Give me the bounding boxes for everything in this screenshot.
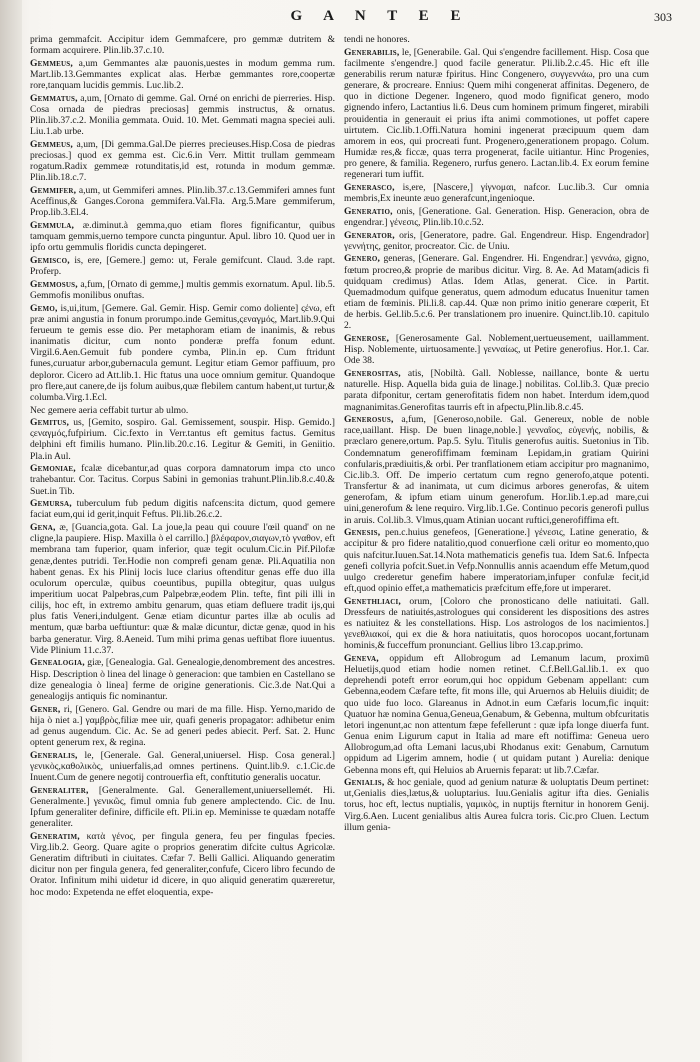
entry-headword: Gemisco, bbox=[30, 254, 70, 266]
entry-text: le, [Generale. Gal. General,uniuersel. Hisp. Cosa general.] γενικὸς,καθολικὸς, uniuerfalis,ad omnes pertinens. Quint.lib.9. c.1.Cic.de Inuent.Cum de genere negotij controuerfia eft, conftitutio generalis uocatur. bbox=[30, 749, 335, 783]
entry-text: is,ere, [Nascere,] γίγνομαι, nafcor. Luc.lib.3. Cur omnia membris,Ex ineunte æuo generafcunt,ingenioque. bbox=[344, 182, 649, 205]
entry-text: oris, [Generatore, padre. Gal. Engendreur. Hisp. Engendrador] γεννήτης, genitor, procreator. Cic. de Uniu. bbox=[344, 229, 649, 252]
dictionary-entry bbox=[30, 498, 335, 520]
dictionary-entry bbox=[344, 596, 649, 652]
left-column bbox=[30, 34, 335, 1056]
entry-text: is,ui,itum, [Gemere. Gal. Gemir. Hisp. Gemir como doliente] ςένω, eft præ animi angustia in fonum prorumpo.inde Gemitus,ςεναγμός, Mart.lib.9.Qui ferueum te gemis esse dio. Per metaphoram etiam de inanimis, & rebus inanimatis dicitur, cum nonto ponderæ preffa fonum edunt. Virgil.6.Aen.Gemuit fub pondere cymba, Plin.in ep. Cum ftridunt funes,curuatur arbor,gubernacula gemunt. Legitur etiam Gemor paffiuum, pro deploror. Cicero ad Att.lib.1. Hic ftatus una uoce omnium gemitur. Quandoque pro flere,aut canere,de ijs folum auibus,quæ flebilem cantum habent,ut turtur,& columba.Virg.1.Ecl. bbox=[30, 302, 335, 403]
entry-text: tendi ne honores. bbox=[344, 34, 410, 45]
entry-text: a,um, ut Gemmiferi amnes. Plin.lib.37.c.13.Gemmiferi amnes funt Aceffinus,& Ganges.Corona gemmifera.Val.Fla. Arg.5.Mare gemmiferum, Prop.lib.3.El.4. bbox=[30, 185, 335, 219]
entry-headword: Gena, bbox=[30, 522, 56, 534]
dictionary-entry bbox=[344, 253, 649, 331]
entry-headword: Gemmeus, bbox=[30, 57, 73, 69]
entry-text: pen.c.huius genefeos, [Generatione.] γένεσις, Latine generatio, & accipitur & pro fidere natalitio,quod conuerfione cæli oritur eo momento,quo quis nafcitur.Iuuen.Sat.14.Nota mathematicis genefis tua. Idem Sat.6. Infpecta genefi collyria pofcit.Suet.in Vefp.Nonnullis annis acaendum effe Metum,quod uulgo crederetur genefim habere imperatoriam,infuper confulæ fecit,id eft,quod opinio effet,a mathematicis præfcitum effe,fore ut imperaret. bbox=[344, 527, 649, 594]
entry-text: æ.diminut.à gemma,quo etiam flores fignificantur, quibus tamquam gemmis,uerno tempore cuncta pinguntur. Apul. libro 10. Quod uer in ipfo ortu gemmulis floridis cuncta depingeret. bbox=[30, 220, 335, 254]
page-header bbox=[40, 8, 680, 28]
dictionary-entry bbox=[30, 522, 335, 656]
entry-text: ri, [Genero. Gal. Gendre ou mari de ma fille. Hisp. Yerno,marido de hija ò niet a.] γαμβρὸς,filiæ mee uir, quafi generis propagator: adhibetur enim ad genus augendum. Cic. Ac. Se ad generi pedes abiecit. Perf. Sat. 2. Hunc optent generum rex, & regina. bbox=[30, 703, 335, 749]
dictionary-entry bbox=[30, 657, 335, 702]
entry-headword: Genethliaci, bbox=[344, 595, 401, 607]
dictionary-entry bbox=[344, 414, 649, 526]
entry-headword: Genero, bbox=[344, 253, 381, 265]
entry-text: tuberculum fub pedum digitis nafcens:ita dictum, quod gemere faciat eum,qui id gerit,inquit Feftus. Pli.lib.26.c.2. bbox=[30, 498, 335, 521]
entry-headword: Gemmatus, bbox=[30, 92, 78, 104]
dictionary-entry bbox=[30, 405, 335, 416]
entry-text: a,um, [Di gemma.Gal.De pierres precieuses.Hisp.Cosa de piedras preciosas.] quod ex gemma est. Cic.6.in Verr. Mittit trullam gemmeam rogatum.Radix gemmeæ rotunditatis,id est, rotunda in modum gemmæ. Plin.lib.18.c.7. bbox=[30, 138, 335, 184]
dictionary-entry bbox=[30, 750, 335, 783]
entry-text: prima gemmafcit. Accipitur idem Gemmafcere, pro gemmæ dutritem & formam acquirere. Plin.lib.37.c.10. bbox=[30, 34, 335, 57]
entry-headword: Gemoniae, bbox=[30, 463, 76, 475]
dictionary-entry bbox=[30, 220, 335, 253]
entry-text: orum, [Coloro che pronosticano delle natiuitati. Gall. Dressfeurs de natiuités,astrologues qui considerent les dispositions des astres es natiuitez & les constellations. Hisp. Los astrologos de los nacimientos.] γενεθλιακοί, qui ex die & hora natiuitatis, quos horocopos uocant,fortunam hominis,& fucceffum pronunciant. Gellius libro 13.cap.primo. bbox=[344, 595, 649, 652]
dictionary-entry bbox=[30, 303, 335, 403]
entry-text: fcalæ dicebantur,ad quas corpora damnatorum impa cto unco trahebantur. Cor. Tacitus. Corpus Sabini in gemonias trahunt.Plin.lib.8.c.40.& Suet.in Tib. bbox=[30, 463, 335, 497]
page-gutter-shadow bbox=[0, 0, 22, 1062]
entry-text: [Generalmente. Gal. Generallement,uniuersellemét. Hi. Generalmente.] γενικῶς, fimul omnia fub genere amplectendo. Cic. de Inu. Ipfum generaliter definire, difficile eft. Pli.in ep. Meminisse te quædam notaffe generaliter. bbox=[30, 784, 335, 830]
dictionary-entry bbox=[30, 58, 335, 91]
dictionary-entry bbox=[30, 34, 335, 56]
entry-text: Nec gemere aeria ceffabit turtur ab ulmo. bbox=[30, 404, 189, 416]
entry-headword: Generalis, bbox=[30, 749, 78, 761]
entry-headword: Generosus, bbox=[344, 414, 394, 426]
entry-headword: Genesis, bbox=[344, 527, 381, 539]
entry-headword: Generatio, bbox=[344, 205, 393, 217]
entry-headword: Gemursa, bbox=[30, 498, 72, 510]
entry-headword: Geneva, bbox=[344, 652, 379, 664]
dictionary-entry bbox=[344, 653, 649, 776]
entry-text: atis, [Nobiltà. Gall. Noblesse, naillance, bonte & uertu naturelle. Hisp. Aquella bida guia de linage.] nobilitas. Col.lib.3. Quæ precio parata difponitur, certam generofitatis fidem non habet. Interdum idem,quod magnanimitas.Generofitas taurris eft in afpectu,Plin.lib.8.c.45. bbox=[344, 368, 649, 413]
dictionary-entry bbox=[344, 777, 649, 833]
dictionary-entry bbox=[30, 255, 335, 277]
dictionary-entry bbox=[344, 206, 649, 228]
dictionary-entry bbox=[344, 230, 649, 252]
entry-text: a,um, [Ornato di gemme. Gal. Orné on enrichi de pierreries. Hisp. Cosa ornada de piedras preciosas] gemmis instructus, & ornatus. Plin.lib.37.c.2. Monilia gemmata. Ouid. 10. Met. Gemmati magna speciei auli. Liu.1.ab urbe. bbox=[30, 92, 335, 138]
entry-text: a,fum, [Generoso,nobile. Gal. Genereux, noble de noble race,uaillant. Hisp. De buen linage,noble.] γενναῖος, εὐγενής, nobilis, & præclaro genere,ortum. Pap.5. Sylu. Titulis generofus auitis. Suetonius in Tib. Condemnatum generofiffimam fœminam Lepidam,in gratiam Quirini confularis,prædiuitis,& orbi. Per tranflationem etiam accipitur pro magnanimo, Cic.lib.3. Off. De imperio certatum cum regno generofo,atque potenti. Transfertur & ad inanimata, ut cum dicimus arbores generofas, & uitem generofam, & ipfum etiam uinum generofum. Hor.lib.1.ep.ad mare,cui uini,generofum & lene requiro. Virg.lib.1.Ge. Continuo pecoris generofi pullus in aruis. Col.lib.3. Vlmus,quam Atinian uocant ruftici,generofiffima eft. bbox=[344, 414, 649, 526]
entry-headword: Genialis, bbox=[344, 777, 385, 789]
entry-headword: Generabilis, bbox=[344, 46, 400, 58]
dictionary-entry bbox=[30, 139, 335, 184]
entry-text: generas, [Generare. Gal. Engendrer. Hi. Engendrar.] γεννάω, gigno, fœtum procreo,& proprie de maribus dicitur. Virg. 8. Ae. Ad Matam(adicis fi quidquam credimus) Atlas. Idem Atlas, generat. Cice. in Partit. Quemadmodum quifque generatus, quem admodum educatus Inuenitur tamen etiam de fœminis. Pli.li.8. cap.44. Quæ non primo initio generare cœperit, Et de herbis. Gel.lib.5.c.6. Per translationem pro inuenire. Quinct.lib.10. capitulo 2. bbox=[344, 253, 649, 332]
entry-text: giæ, [Genealogia. Gal. Genealogie,denombrement des ancestres. Hisp. Description ò linea del linage ò generacion: que tambien en Castellano se dize genealogia ò linea] ferme de origine generationis. Cic.3.de Nat.Qui a genealogijs antiquis fic nominantur. bbox=[30, 657, 335, 702]
dictionary-entry bbox=[344, 333, 649, 366]
entry-text: a,um Gemmantes alæ pauonis,uestes in modum gemma rum. Mart.lib.13.Gemmantes explicat alas. Herbæ gemmantes rore,coopertæ rore,tanquam lucidis gemmis. Luc.lib.2. bbox=[30, 57, 335, 92]
entry-headword: Gemmifer, bbox=[30, 185, 77, 197]
dictionary-entry bbox=[344, 527, 649, 594]
entry-headword: Gemmula, bbox=[30, 220, 75, 231]
running-head: G A N T E E bbox=[290, 8, 470, 24]
dictionary-entry bbox=[30, 417, 335, 462]
entry-headword: Genealogia, bbox=[30, 657, 85, 669]
dictionary-entry bbox=[30, 831, 335, 898]
entry-headword: Gemitus, bbox=[30, 417, 70, 429]
dictionary-entry bbox=[30, 279, 335, 301]
dictionary-entry bbox=[344, 368, 649, 413]
entry-text: & hoc geniale, quod ad genium naturæ & uoluptatis Deum pertinet: ut,Genialis dies,lætus,& uoluptarius. Iuu.Genialis agitur ifta dies. Genialis torus, hoc eft, lectus nuptialis, γαμικὸς, in nuptijs fternitur in honorem Genij. Virg.6.Aen. Lucent genialibus altis Aurea fulcra toris. Cic.pro Cluen. Lectum illum genia- bbox=[344, 777, 649, 833]
page-number: 303 bbox=[654, 10, 672, 24]
entry-text: [Generosamente Gal. Noblement,uertueusement, uaillamment. Hisp. Noblemente, uirtuosamente.] γενναίως, ut Petire generofius. Hor.1. Car. Ode 38. bbox=[344, 333, 649, 367]
entry-headword: Gemmosus, bbox=[30, 278, 78, 290]
dictionary-entry bbox=[30, 785, 335, 830]
dictionary-entry bbox=[30, 93, 335, 138]
entry-text: æ, [Guancia,gota. Gal. La joue,la peau qui couure l'œil quand' on ne cligne,la paupiere. Hisp. Maxilla ò el carrillo.] βλέφαρον,σιαγων,τὸ γναθον, eft membrana tam fuperior, quam inferior, quæ tegit oculum.Cic.in Pif.Pilofæ genæ,dentes putridi. Ter.Hodie non comprefi genam genæ. Pli.Aquatilia non habent genas. Ex his Plinij locis luce clarius oftenditur genas effe duo illa oculorum operculæ, quibus coeuntibus, pupilla obtegitur, quas uulgus imperitium uocat Palpebras,cum Palpebræ,eodem Plin. tefte, fint pili illi in cilijs, hoc eft, in extremo ambitu genarum, quas etiam defluere tradit ijs,qui plus fatis Veneri,indulgent. Genæ etiam dicuntur partes illæ ab oculis ad mentum, quæ barba ueftiuntur: quæ & malæ dicuntur, dictæ genæ, quod in his barba generatur. Virg. 8.Aeneid. Tum mihi prima genas ueftibat flore iuuentus. Vide Plinium 11.c.37. bbox=[30, 522, 335, 656]
dictionary-entry bbox=[30, 463, 335, 496]
entry-text: le, [Generabile. Gal. Qui s'engendre facillement. Hisp. Cosa que facilmente s'engendre.] quod facile generatur. Pli.lib.2.c.45. Hic eft ille generabilis rerum naturæ fpiritus. Hinc Congenero, συγγεννάω, pro una cum generare, & procreare. Ennius: Quem mihi congenerat affinitas. Degenero, de quo in dictione Degener. Ingenero, quod modo fignificat genero, modo gignendo infero, Lactantius li.6. Deus cum hominem primum fingeret, mirabili prouidentia in generauit ei prius ifta animi commotiones, ut poffet capere uirtutem. Cic.lib.1.Offi.Natura homini ingenerat præcipuum quem dam amorem in eos, qui procreati funt. Progenero,generationem propago. Colum. Humidæ res,& ficcæ, quas terra progenerat, facile uitiantur. Hinc Progenies, pro genere, & familia. Regenero, rurfus genero. Lactan.lib.4. Ex eorum femine regenerari tum iuffit. bbox=[344, 46, 649, 181]
entry-text: us, [Gemito, sospiro. Gal. Gemissement, souspir. Hisp. Gemido.] ςεναγμός,fufpirium. Cic.fexto in Verr.tantus eft gemitus factus. Gemitus delphini eft fimilis humano. Plin.lib.20.c.16. Legitur & Gemiti, in Geniitio. Pla.in Aul. bbox=[30, 417, 335, 462]
entry-headword: Generose, bbox=[344, 333, 390, 345]
entry-text: oppidum eft Allobrogum ad Lemanum lacum, proximū Heluetijs,quod etiam hodie nomen retinet. C.f.Bell.Gal.lib.1. ex quo deprehendi poteft error eorum,qui hoc oppidum Gebenam appellant: cum Gebenna,eodem Cæfare tefte, fit mons ille, qui Aruernos ab Heluiis diuidit; de quo uide fuo loco. Glareanus in Adnot.in eum Cæfaris locum,fic inquit: Quatuor hæ nomina Genua,Geneua,Genabum, & Gebenna, multum obfcuritatis letori ingenunt,ac non attentum fæpe fefellerunt : quæ ipfa longe diuerfa funt. Genua enim Ligurum caput in Italia ad mare eft notiffima: Geneua uero Allobrogum,ad ofta Lemani lacus,ubi Rhodanus exit: Genabum, Carnutum oppidum ad Ligerim amnem, hodie ( ut quidam putant ) Aurelia: denique Gebenna mons eft, qui Heluios ab Aruernis feparat: ut lib.7.Cæfar. bbox=[344, 652, 649, 776]
entry-text: is, ere, [Gemere.] gemo: ut, Ferale gemifcunt. Claud. 3.de rapt. Proferp. bbox=[30, 254, 335, 278]
dictionary-entry bbox=[30, 704, 335, 749]
dictionary-entry bbox=[344, 34, 649, 45]
dictionary-entry bbox=[30, 185, 335, 218]
entry-headword: Generositas, bbox=[344, 368, 401, 380]
dictionary-entry bbox=[344, 182, 649, 204]
entry-text: κατὰ γένος, per fingula genera, feu per fingulas fpecies. Virg.lib.2. Georg. Quare agite o proprios generatim difcite cultus Agricolæ. Generatim diftributi in ciuitates. Cæfar 7. Belli Gallici. Aliquando generatim dicitur non per fingula genera, fed generaliter,confufe, Cicero libro fecundo de Orator. Infinitum mihi uidetur id dicere, in quo aliquid generatim quæreretur, hoc modo: Expetenda ne effet eloquentia, expe- bbox=[30, 830, 335, 898]
entry-headword: Generatim, bbox=[30, 830, 80, 842]
entry-headword: Generasco, bbox=[344, 182, 395, 194]
right-column bbox=[344, 34, 649, 1056]
entry-text: onis, [Generatione. Gal. Generation. Hisp. Generacion, obra de engendrar.] γένεσις, Plin.lib.10.c.52. bbox=[344, 205, 649, 228]
entry-headword: Gemo, bbox=[30, 302, 58, 314]
entry-headword: Generaliter, bbox=[30, 784, 89, 796]
entry-text: a,fum, [Ornato di gemme,] multis gemmis exornatum. Apul. lib.5. Gemmofis monilibus onuftas. bbox=[30, 278, 335, 301]
entry-headword: Gemmeus, bbox=[30, 138, 73, 150]
entry-headword: Generator, bbox=[344, 229, 395, 241]
entry-headword: Gener, bbox=[30, 703, 61, 715]
dictionary-entry bbox=[344, 47, 649, 181]
